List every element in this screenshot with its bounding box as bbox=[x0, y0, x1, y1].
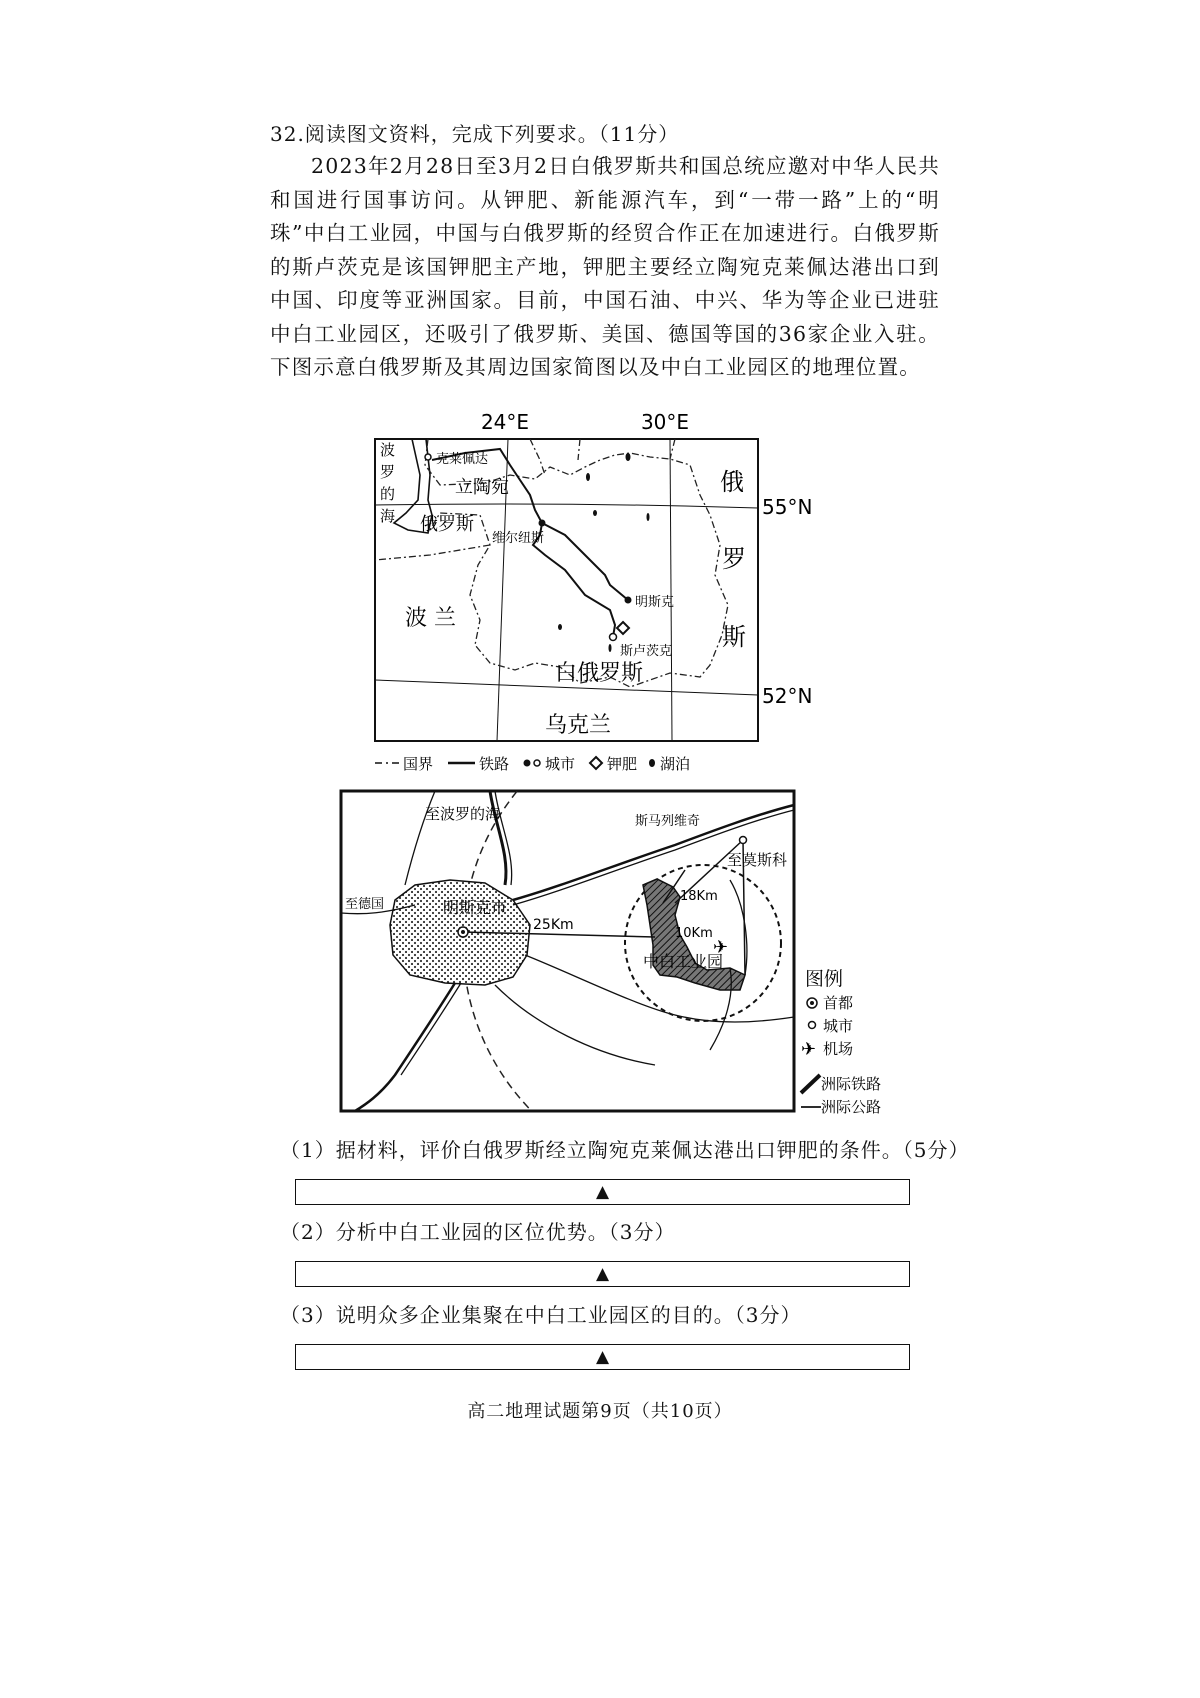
country-label-ukraine: 乌克兰 bbox=[545, 713, 612, 738]
lon-label-30: 30°E bbox=[640, 410, 690, 434]
country-label-lithuania: 立陶宛 bbox=[455, 477, 509, 498]
map-frame bbox=[375, 439, 758, 741]
legend-railway-icon bbox=[801, 1075, 820, 1093]
legend-potash-icon bbox=[590, 757, 602, 769]
legend-city-label: 城市 bbox=[545, 755, 576, 773]
legend-lake-icon bbox=[649, 759, 655, 767]
legend-city-icon-2 bbox=[809, 1022, 816, 1029]
answer-box-2[interactable] bbox=[295, 1261, 910, 1287]
label-smolevichi: 斯马列维奇 bbox=[635, 814, 701, 829]
city-label-salihorsk: 斯卢茨克 bbox=[620, 644, 673, 659]
potash-icon bbox=[617, 622, 629, 634]
map-industrial-park bbox=[335, 785, 915, 1120]
lat-label-55: 55°N bbox=[762, 495, 813, 519]
lat-label-52: 52°N bbox=[762, 684, 813, 708]
map1-legend bbox=[375, 755, 690, 773]
subquestion-1: （1）据材料，评价白俄罗斯经立陶宛克莱佩达港出口钾肥的条件。（5分） bbox=[280, 1138, 970, 1162]
city-label-vilnius: 维尔纽斯 bbox=[492, 531, 545, 546]
city-minsk bbox=[625, 597, 632, 604]
sea-label-4: 海 bbox=[380, 507, 396, 525]
map-belarus bbox=[370, 405, 820, 780]
answer-box-3[interactable] bbox=[295, 1344, 910, 1370]
answer-marker: ▲ bbox=[595, 1347, 610, 1367]
legend-city-icon bbox=[524, 760, 531, 767]
label-18km: 18Km bbox=[680, 889, 718, 904]
map2-legend bbox=[801, 968, 881, 1116]
country-label-russia-3: 斯 bbox=[722, 623, 746, 651]
legend-capital-label: 首都 bbox=[823, 994, 854, 1012]
country-label-belarus: 白俄罗斯 bbox=[555, 661, 644, 686]
answer-marker: ▲ bbox=[595, 1182, 610, 1202]
city-vilnius bbox=[539, 520, 546, 527]
country-label-russia-2: 罗 bbox=[722, 545, 746, 573]
sea-label-2: 罗 bbox=[380, 463, 396, 481]
label-10km: 10Km bbox=[675, 926, 713, 941]
city-salihorsk bbox=[610, 634, 617, 641]
sea-label: 波 bbox=[380, 441, 396, 459]
legend-airport-label: 机场 bbox=[823, 1040, 854, 1058]
label-to-baltic: 至波罗的海 bbox=[425, 805, 501, 823]
airport-icon: ✈ bbox=[713, 937, 729, 958]
label-minsk: 明斯克市 bbox=[443, 898, 508, 917]
city-label-minsk: 明斯克 bbox=[635, 595, 675, 610]
legend-city-label-2: 城市 bbox=[823, 1017, 854, 1035]
city-smolevichi bbox=[740, 837, 747, 844]
legend-railway-label-2: 洲际铁路 bbox=[821, 1075, 882, 1093]
country-label-russia-1: 俄 bbox=[720, 468, 744, 496]
legend-border-label: 国界 bbox=[403, 755, 434, 773]
country-label-kaliningrad: 俄罗斯 bbox=[420, 514, 474, 535]
country-label-poland: 波 兰 bbox=[405, 606, 456, 631]
lon-label-24: 24°E bbox=[480, 410, 530, 434]
lake-icon bbox=[558, 453, 650, 652]
question-title: 32.阅读图文资料，完成下列要求。（11分） bbox=[270, 122, 680, 146]
passage-text: 2023年2月28日至3月2日白俄罗斯共和国总统应邀对中华人民共和国进行国事访问。从钾肥、新能源汽车，到“一带一路”上的“明珠”中白工业园，中国与白俄罗斯的经贸合作正在加速进行。白俄罗斯的斯卢茨克是该国钾肥主产地，钾肥主要经立陶宛克莱佩达港出口到中国、印度等亚洲国家。目前，中国石油、中兴、华为等企业已进驻中白工业园区，还吸引了俄罗斯、美国、德国等国的36家企业入驻。下图示意白俄罗斯及其周边国家简图以及中白工业园区的地理位置。 bbox=[270, 154, 940, 379]
city-label-klaipeda: 克莱佩达 bbox=[436, 452, 489, 467]
subquestion-2: （2）分析中白工业园的区位优势。（3分） bbox=[280, 1220, 676, 1244]
city-klaipeda bbox=[425, 454, 431, 460]
label-to-moscow: 至莫斯科 bbox=[727, 851, 788, 869]
legend-railway-label: 铁路 bbox=[479, 755, 510, 773]
legend-highway-label: 洲际公路 bbox=[821, 1098, 882, 1116]
answer-marker: ▲ bbox=[595, 1264, 610, 1284]
passage bbox=[270, 150, 940, 385]
label-25km: 25Km bbox=[533, 917, 574, 933]
sea-label-3: 的 bbox=[380, 485, 396, 503]
page-footer: 高二地理试题第9页（共10页） bbox=[467, 1401, 733, 1422]
legend-potash-label: 钾肥 bbox=[607, 755, 638, 773]
label-industrial-park: 中白工业园 bbox=[643, 952, 724, 971]
subquestion-3: （3）说明众多企业集聚在中白工业园区的目的。（3分） bbox=[280, 1303, 802, 1327]
label-to-germany: 至德国 bbox=[345, 897, 385, 912]
legend-airport-icon: ✈ bbox=[801, 1039, 817, 1060]
answer-box-1[interactable] bbox=[295, 1179, 910, 1205]
legend-title: 图例 bbox=[805, 968, 844, 990]
legend-lake-label: 湖泊 bbox=[660, 755, 691, 773]
